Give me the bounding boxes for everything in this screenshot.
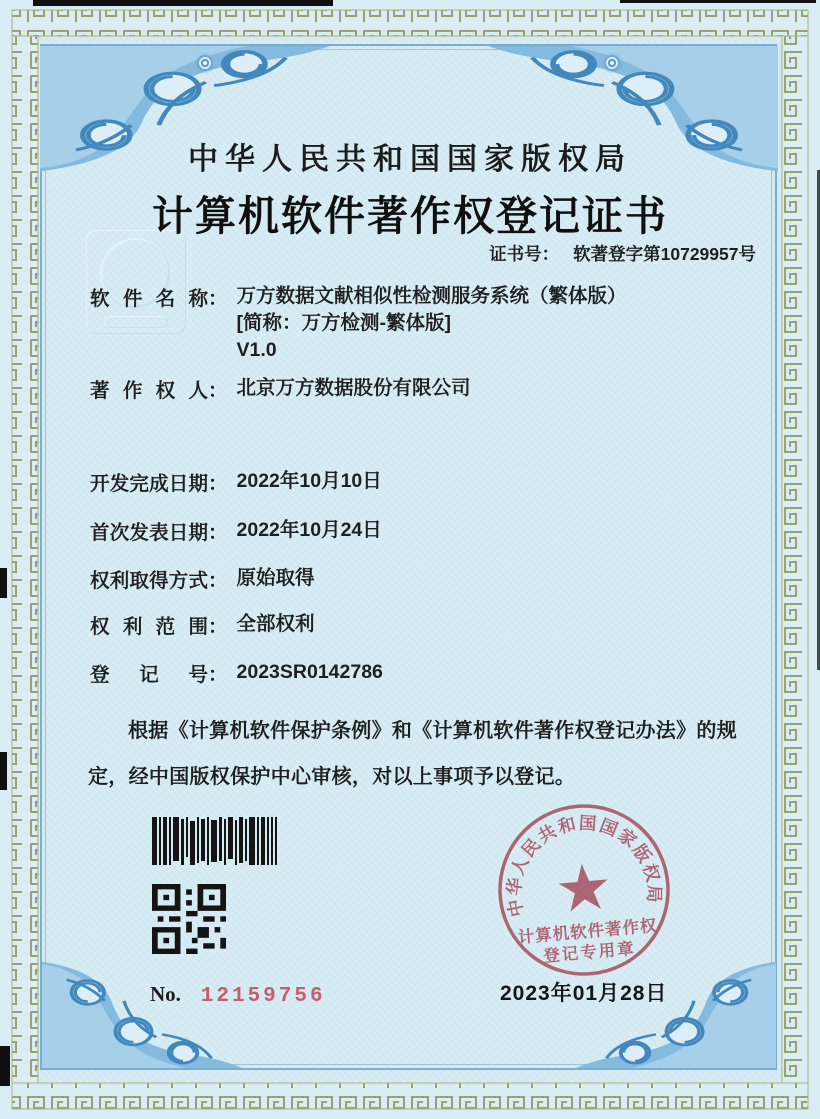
field-colon: ： bbox=[208, 570, 228, 592]
field-label: 著作权人 bbox=[90, 380, 208, 402]
field-label: 登记号 bbox=[90, 664, 208, 686]
seal-ring-text: 中华人民共和国国家版权局 bbox=[503, 812, 665, 919]
field-row-first-publish-date bbox=[90, 517, 382, 545]
seal-inner-line1: 计算机软件著作权 bbox=[517, 916, 659, 947]
field-label: 权利范围 bbox=[90, 616, 208, 638]
seal-inner-line2: 登记专用章 bbox=[542, 939, 637, 966]
star-icon: ★ bbox=[552, 849, 616, 927]
floral-corner-ornament bbox=[42, 956, 242, 1068]
field-row-registration-number bbox=[90, 659, 383, 687]
field-row-dev-complete-date bbox=[90, 468, 382, 496]
issuing-authority-title: 中华人民共和国国家版权局 bbox=[188, 143, 632, 176]
field-value: 原始取得 bbox=[236, 567, 315, 589]
official-seal bbox=[486, 792, 681, 987]
field-value: 2022年10月24日 bbox=[236, 519, 382, 541]
field-label: 软件名称 bbox=[90, 288, 208, 310]
certificate-number-value: 软著登字第10729957号 bbox=[573, 244, 756, 264]
serial-number-line bbox=[150, 982, 326, 1008]
certificate-title: 计算机软件著作权登记证书 bbox=[152, 193, 668, 239]
field-colon: ： bbox=[208, 522, 228, 544]
rosette-ornament bbox=[601, 52, 623, 74]
field-value: 2022年10月10日 bbox=[236, 470, 382, 492]
field-row-software-name bbox=[90, 283, 627, 364]
field-value bbox=[237, 283, 627, 364]
scan-artifact bbox=[620, 0, 816, 3]
qr-code-icon bbox=[152, 884, 226, 954]
serial-number: 12159756 bbox=[200, 985, 326, 1008]
scan-artifact bbox=[0, 568, 7, 598]
certificate-number-line bbox=[489, 241, 756, 266]
field-value: 全部权利 bbox=[236, 613, 315, 635]
field-row-rights-scope bbox=[90, 611, 315, 639]
field-colon: ： bbox=[208, 616, 228, 638]
field-colon: ： bbox=[208, 380, 228, 402]
rosette-ornament bbox=[194, 52, 216, 74]
serial-prefix: No. bbox=[150, 982, 181, 1006]
certificate-number-label: 证书号： bbox=[489, 244, 560, 264]
software-name-line: 万方数据文献相似性检测服务系统（繁体版） bbox=[236, 285, 627, 307]
field-row-copyright-owner bbox=[90, 375, 471, 403]
field-colon: ： bbox=[208, 288, 228, 310]
software-short-name-line: [简称：万方检测-繁体版] bbox=[236, 312, 451, 334]
barcode-icon bbox=[152, 817, 282, 865]
field-value: 北京万方数据股份有限公司 bbox=[236, 377, 471, 399]
scan-artifact bbox=[33, 0, 333, 6]
field-colon: ： bbox=[208, 473, 228, 495]
field-label: 首次发表日期 bbox=[90, 522, 208, 544]
field-value: 2023SR0142786 bbox=[236, 661, 383, 683]
field-label: 权利取得方式 bbox=[90, 570, 208, 592]
software-version-line: V1.0 bbox=[236, 339, 277, 361]
field-row-rights-acquisition bbox=[90, 565, 315, 593]
issue-date: 2023年01月28日 bbox=[500, 982, 668, 1005]
field-label: 开发完成日期 bbox=[90, 473, 208, 495]
scan-artifact bbox=[0, 1046, 10, 1086]
scan-artifact bbox=[0, 752, 7, 790]
registration-statement: 根据《计算机软件保护条例》和《计算机软件著作权登记办法》的规定，经中国版权保护中心审核，对以上事项予以登记。 bbox=[88, 720, 737, 788]
field-colon: ： bbox=[208, 664, 228, 686]
